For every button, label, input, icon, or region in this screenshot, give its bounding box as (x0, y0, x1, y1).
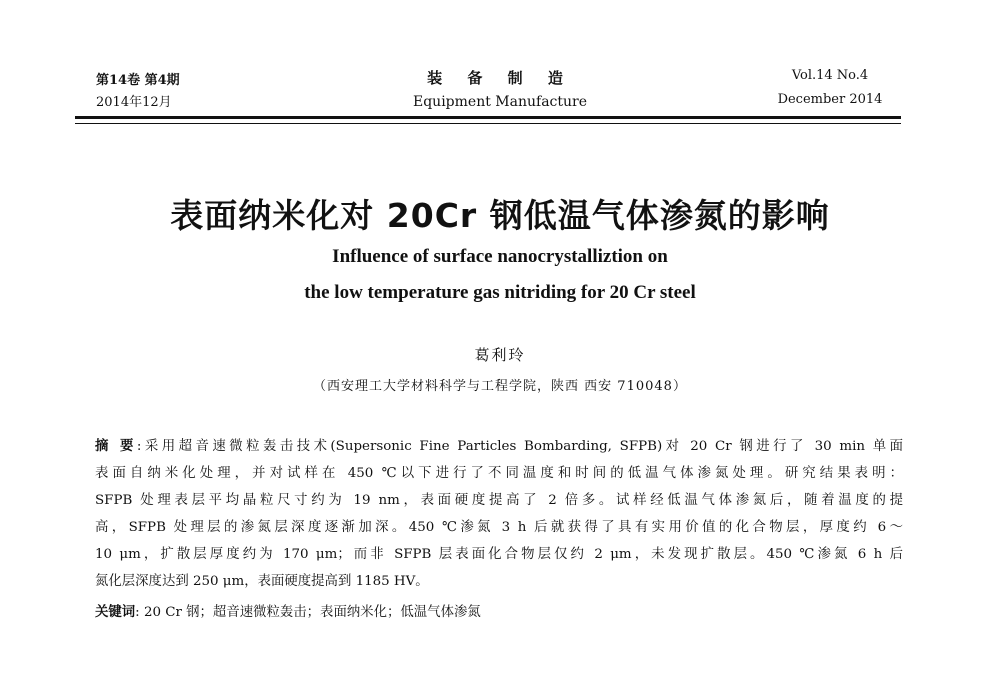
date-zh: 2014年12月 (96, 95, 172, 110)
author-affiliation: （西安理工大学材料科学与工程学院，陕西 西安 710048） (313, 379, 687, 394)
abstract-line: SFPB 处理表层平均晶粒尺寸约为 19 nm，表面硬度提高了 2 倍多。试样经低温气体渗氮后，随着温度的提 (95, 493, 903, 508)
header-rule-thick (75, 116, 901, 119)
abstract (95, 433, 903, 626)
journal-name (380, 66, 620, 114)
date-en: December 2014 (777, 92, 883, 107)
keywords: 关键词: 20 Cr 钢；超音速微粒轰击；表面纳米化；低温气体渗氮 (95, 605, 481, 620)
abstract-text: 采用超音速微粒轰击技术(Supersonic Fine Particles Bombarding, SFPB)对 20 Cr 钢进行了 30 min 单面 (141, 439, 903, 454)
volume-issue-zh: 第14卷 第4期 (96, 73, 180, 88)
header-rule-thin (75, 123, 901, 124)
journal-name-zh: 装 备 制 造 (427, 69, 573, 87)
header-left (96, 70, 180, 114)
title-english-line-2: the low temperature gas nitriding for 20 Cr steel (304, 282, 696, 303)
header-right (770, 64, 890, 112)
abstract-line: 10 μm，扩散层厚度约为 170 μm；而非 SFPB 层表面化合物层仅约 2 μm，未发现扩散层。450 ℃渗氮 6 h 后 (95, 547, 903, 562)
journal-name-en: Equipment Manufacture (413, 94, 587, 110)
keywords-text: 20 Cr 钢；超音速微粒轰击；表面纳米化；低温气体渗氮 (143, 605, 481, 620)
abstract-line: 氮化层深度达到 250 μm，表面硬度提高到 1185 HV。 (95, 574, 429, 589)
abstract-line: 高，SFPB 处理层的渗氮层深度逐渐加深。450 ℃渗氮 3 h 后就获得了具有实用价值的化合物层，厚度约 6～ (95, 520, 903, 535)
keywords-label: 关键词 (95, 605, 136, 620)
title-english-line-1: Influence of surface nanocrystalliztion on (332, 246, 668, 267)
volume-issue-en: Vol.14 No.4 (791, 68, 869, 83)
title-chinese: 表面纳米化对 20Cr 钢低温气体渗氮的影响 (170, 196, 830, 235)
abstract-line: 摘 要:采用超音速微粒轰击技术(Supersonic Fine Particles Bombarding, SFPB)对 20 Cr 钢进行了 30 min 单面 (95, 439, 903, 454)
abstract-label: 摘 要 (95, 439, 137, 454)
abstract-line: 表面自纳米化处理，并对试样在 450 ℃以下进行了不同温度和时间的低温气体渗氮处理。研究结果表明： (95, 466, 903, 481)
author-name: 葛利玲 (474, 346, 526, 364)
